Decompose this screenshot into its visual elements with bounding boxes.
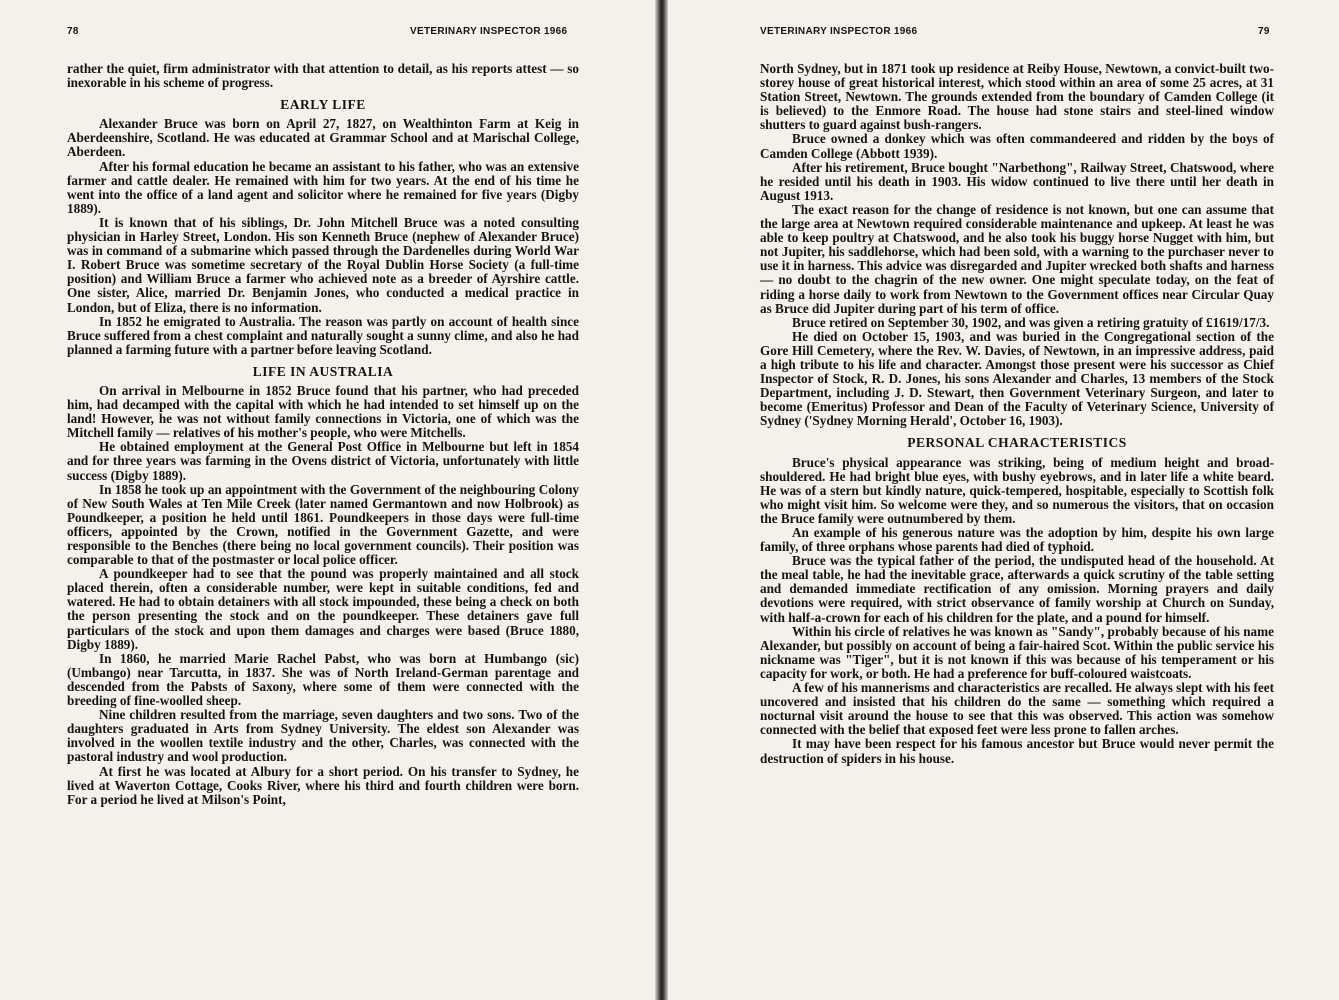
right-page-text	[760, 62, 1274, 766]
paragraph-text: In 1858 he took up an appointment with the Government of the neighbouring Colony of New South Wales at Ten Mile Creek (later named Germantown and now Holbrook) as Poundkeeper, a position he held until 1861. Poundkeepers in those days were full-time officers, appointed by the Crown, notified in the Government Gazette, and were responsible to the	[67, 481, 579, 553]
paragraph: After his formal education he became an assistant to his father, who was an extensive farmer and cattle dealer. He remained with him for two years. At the end of his time he went into the office of a land agent and solicitor where he remained for five years (Digby 1889).	[67, 158, 579, 216]
paragraph: rather the quiet, firm administrator with that attention to detail, as his reports attest — so inexorable in his scheme of progress.	[67, 61, 579, 91]
book-gutter	[655, 0, 668, 1000]
page-number: 79	[1258, 26, 1270, 37]
right-page	[668, 0, 1339, 1000]
running-head: VETERINARY INSPECTOR 1966	[760, 26, 918, 37]
paragraph: Bruce owned a donkey which was often commandeered and ridden by the boys of Camden College (Abbott 1939).	[760, 131, 1274, 161]
paragraph-text: (there being no local government councils). Their position was comparable to that of the postmaster or local police officer.	[67, 538, 579, 568]
paragraph: It may have been respect for his famous ancestor but Bruce would never permit the destruction of spiders in his house.	[760, 736, 1274, 766]
paragraph: After his retirement, Bruce bought "Narbethong", Railway Street, Chatswood, where he resided until his death in 1903. His widow continued to live there until her death in August 1913.	[760, 159, 1274, 203]
running-head: VETERINARY INSPECTOR 1966	[410, 26, 568, 37]
section-heading: LIFE IN AUSTRALIA	[252, 363, 394, 379]
paragraph: It is known that of his siblings, Dr. John Mitchell Bruce was a noted consulting physician in Harley Street, London. His son Kenneth Bruce (nephew of Alexander Bruce) was in command of a submarine which passed through the Dardenelles during World War I. Robert Bruce was sometime secretary of the Royal Dublin Horse Society (a full-time position) and William Bruce a farmer who achieved note as a breeder of Ayrshire cattle. One sister, Alice, married Dr. Benjamin Jones, who conducted a medical practice in London, but of Eliza, there is no information.	[67, 214, 579, 315]
paragraph: The exact reason for the change of residence is not known, but one can assume that the large area at Newtown required considerable maintenance and upkeep. At least he was able to keep poultry at Chatswood, and he also took his buggy horse Nugget with him, but not Jupiter, his saddlehorse, which had been sold, with a warning to the purchaser never to use it in harness. This advice was disregarded and Jupiter wrecked both shafts and harness — no doubt to the chagrin of the new owner. One might speculate today, on the feat of riding a horse daily to work from Newtown to the Government offices near Circular Quay as Bruce did Jupiter during part of his term of office.	[760, 201, 1274, 316]
paragraph: Alexander Bruce was born on April 27, 1827, on Wealthinton Farm at Keig in Aberdeenshire, Scotland. He was educated at Grammar School and at Marischal College, Aberdeen.	[67, 116, 579, 160]
paragraph: A few of his mannerisms and characteristics are recalled. He always slept with his feet uncovered and insisted that his children do the same — something which required a nocturnal visit around the house to see that this was observed. This action was somehow connected with the belief that exposed feet were less prone to fallen arches.	[760, 680, 1274, 738]
paragraph: A poundkeeper had to see that the pound was properly maintained and all stock placed therein, often a considerable number, were kept in suitable conditions, fed and watered. He had to obtain detainers with all stock impounded, these being a check on both the person presenting the stock and on the poundkeeper. These detainers gave full particulars of the stock and upon them damages and charges were based (Bruce 1880, Digby 1889).	[67, 566, 579, 652]
left-page	[0, 0, 655, 1000]
paragraph: In 1852 he emigrated to Australia. The reason was partly on account of health since Bruce suffered from a chest complaint and naturally sought a sunny clime, and also he had planned a farming future with a partner before leaving Scotland.	[67, 313, 579, 357]
paragraph: Within his circle of relatives he was known as "Sandy", probably because of his name Alexander, but possibly on account of being a fair-haired Scot. Within the public service his nickname was "Tiger", but it is not known if this was because of his temperament or his capacity for work, or both. He had a preference for buff-coloured waistcoats.	[760, 623, 1274, 681]
paragraph: An example of his generous nature was the adoption by him, despite his own large family, of three orphans whose parents had died of typhoid.	[760, 525, 1274, 555]
left-page-text	[67, 62, 579, 807]
paragraph: He died on October 15, 1903, and was buried in the Congregational section of the Gore Hill Cemetery, where the Rev. W. Davies, of Newtown, in an impressive address, paid a high tribute to his life and character. Amongst those present were his successor as Chief Inspector of Stock, R. D. Jones, his sons Alexander and Charles, 13 members of the Stock Department, including J. D. Stewart, then Government Veterinary Surgeon, and later to become (Emeritus) Professor and Dean of the Faculty of Veterinary Science, University of Sydney ('Sydney Morning Herald', October 16, 1903).	[760, 328, 1274, 429]
paragraph: He obtained employment at the General Post Office in Melbourne but left in 1854 and for three years was farming in the Ovens district of Victoria, unfortunately with little success (Digby 1889).	[67, 439, 579, 483]
paragraph	[67, 483, 579, 568]
paragraph: At first he was located at Albury for a short period. On his transfer to Sydney, he lived at Waverton Cottage, Cooks River, where his third and fourth children were born. For a period he lived at Milson's Point,	[67, 763, 579, 807]
section-heading: EARLY LIFE	[280, 97, 366, 113]
paragraph: Nine children resulted from the marriage, seven daughters and two sons. Two of the daughters graduated in Arts from Sydney University. The eldest son Alexander was involved in the woollen textile industry and the other, Charles, was connected with the pastoral industry and wool production.	[67, 707, 579, 765]
paragraph: Bruce retired on September 30, 1902, and was given a retiring gratuity of £1619/17/3.	[792, 314, 1270, 330]
paragraph: Bruce's physical appearance was striking, being of medium height and broad-shouldered. He had bright blue eyes, with bushy eyebrows, and in later life a white beard. He was of a stern but kindly nature, quick-tempered, hospitable, especially to Scottish folk who might visit him. So welcome were they, and so numerous the visitors, that on occasion the Bruce family were outnumbered by them.	[760, 454, 1274, 526]
paragraph: North Sydney, but in 1871 took up residence at Reiby House, Newtown, a convict-built two-storey house of great historical interest, which stood within an area of some 25 acres, at 31 Station Street, Newtown. The grounds extended from the boundary of Camden College (it is believed) to the Enmore Road. The house had stone stairs and steel-lined window shutters to guard against bush-rangers.	[760, 61, 1274, 133]
paragraph: In 1860, he married Marie Rachel Pabst, who was born at Humbango (sic) (Umbango) near Tarcutta, in 1837. She was of North Ireland-German parentage and descended from the Pabsts of Saxony, where some of them were connected with the breeding of fine-woolled sheep.	[67, 650, 579, 709]
page-number: 78	[67, 26, 79, 37]
paragraph: On arrival in Melbourne in 1852 Bruce found that his partner, who had preceded him, had decamped with the capital with which he had intended to set himself up on the land! However, he was not without family connections in Victoria, one of which was the Mitchell family — relatives of his mother's people, who were Mitchells.	[67, 382, 579, 441]
emphasis-text: Benches	[172, 538, 219, 553]
section-heading: PERSONAL CHARACTERISTICS	[907, 435, 1127, 451]
paragraph: Bruce was the typical father of the period, the undisputed head of the household. At the meal table, he had the inevitable grace, afterwards a quick scrutiny of the table setting and demanded immediate rectification of any omission. Morning prayers and daily devotions were required, with strict observance of family worship at Church on Sunday, with half-a-crown for each of his children for the plate, and a pound for himself.	[760, 553, 1274, 625]
